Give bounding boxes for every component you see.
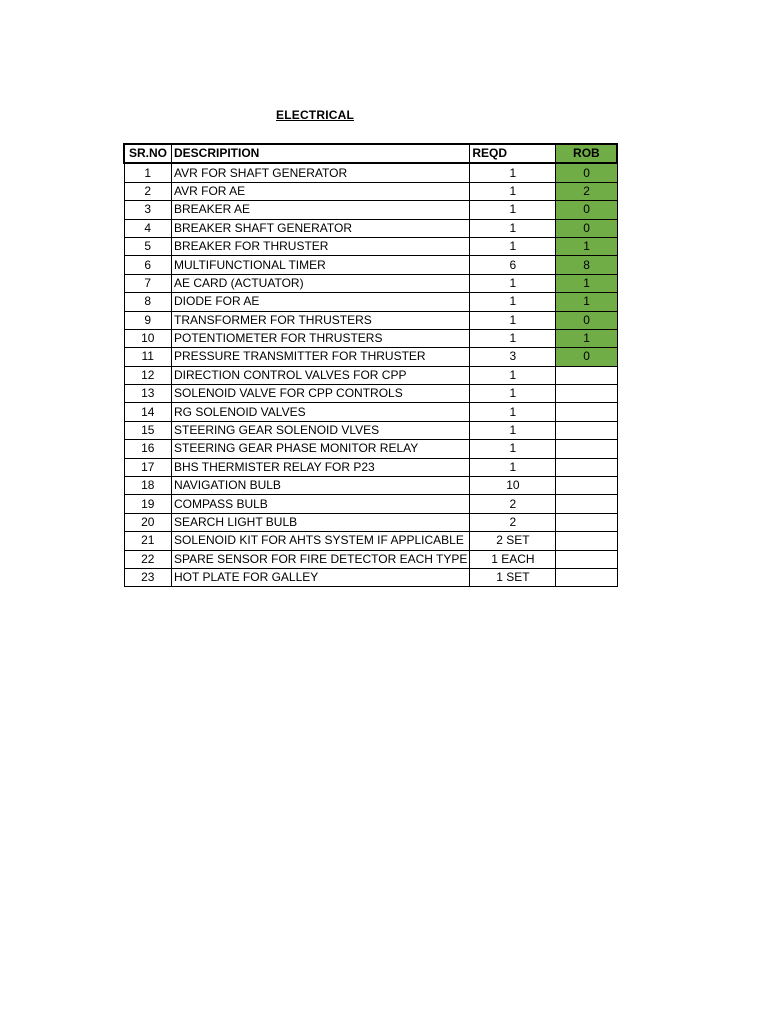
cell-reqd[interactable]: 2 (470, 495, 556, 513)
cell-sr-no[interactable]: 16 (124, 440, 172, 458)
cell-reqd[interactable]: 1 (470, 311, 556, 329)
cell-description[interactable]: AVR FOR AE (172, 182, 470, 200)
header-description[interactable]: DESCRIPITION (172, 144, 470, 163)
cell-rob[interactable] (556, 495, 618, 513)
header-reqd[interactable]: REQD (470, 144, 556, 163)
cell-description[interactable]: AE CARD (ACTUATOR) (172, 274, 470, 292)
cell-sr-no[interactable]: 19 (124, 495, 172, 513)
cell-sr-no[interactable]: 6 (124, 256, 172, 274)
cell-reqd[interactable]: 1 (470, 458, 556, 476)
cell-rob[interactable]: 1 (556, 293, 618, 311)
table-row (124, 293, 617, 311)
cell-description[interactable]: DIODE FOR AE (172, 293, 470, 311)
cell-reqd[interactable]: 1 (470, 440, 556, 458)
cell-reqd[interactable]: 2 (470, 513, 556, 531)
cell-reqd[interactable]: 1 (470, 403, 556, 421)
cell-rob[interactable] (556, 403, 618, 421)
table-row (124, 311, 617, 329)
cell-sr-no[interactable]: 7 (124, 274, 172, 292)
cell-description[interactable]: SEARCH LIGHT BULB (172, 513, 470, 531)
cell-sr-no[interactable]: 13 (124, 385, 172, 403)
cell-sr-no[interactable]: 8 (124, 293, 172, 311)
table-row (124, 201, 617, 219)
cell-sr-no[interactable]: 12 (124, 366, 172, 384)
cell-rob[interactable] (556, 366, 618, 384)
table-row (124, 513, 617, 531)
cell-reqd[interactable]: 1 (470, 293, 556, 311)
table-body (124, 163, 617, 586)
cell-reqd[interactable]: 1 (470, 366, 556, 384)
cell-rob[interactable] (556, 513, 618, 531)
cell-reqd[interactable]: 1 EACH (470, 550, 556, 568)
cell-rob[interactable]: 1 (556, 237, 618, 255)
cell-reqd[interactable]: 1 (470, 219, 556, 237)
table-header (124, 144, 617, 163)
cell-sr-no[interactable]: 18 (124, 477, 172, 495)
cell-rob[interactable]: 0 (556, 163, 618, 182)
cell-description[interactable]: STEERING GEAR SOLENOID VLVES (172, 421, 470, 439)
table-row (124, 532, 617, 550)
cell-rob[interactable] (556, 568, 618, 586)
cell-reqd[interactable]: 1 (470, 274, 556, 292)
cell-reqd[interactable]: 2 SET (470, 532, 556, 550)
cell-sr-no[interactable]: 23 (124, 568, 172, 586)
cell-description[interactable]: POTENTIOMETER FOR THRUSTERS (172, 329, 470, 347)
cell-reqd[interactable]: 1 (470, 163, 556, 182)
table-row (124, 256, 617, 274)
cell-rob[interactable] (556, 458, 618, 476)
cell-description[interactable]: TRANSFORMER FOR THRUSTERS (172, 311, 470, 329)
cell-reqd[interactable]: 1 (470, 201, 556, 219)
cell-sr-no[interactable]: 20 (124, 513, 172, 531)
table-row (124, 219, 617, 237)
table-row (124, 366, 617, 384)
cell-reqd[interactable]: 1 (470, 421, 556, 439)
cell-sr-no[interactable]: 14 (124, 403, 172, 421)
cell-reqd[interactable]: 6 (470, 256, 556, 274)
cell-sr-no[interactable]: 15 (124, 421, 172, 439)
table-row (124, 568, 617, 586)
cell-reqd[interactable]: 3 (470, 348, 556, 366)
table-row (124, 550, 617, 568)
cell-description[interactable]: RG SOLENOID VALVES (172, 403, 470, 421)
cell-description[interactable]: NAVIGATION BULB (172, 477, 470, 495)
cell-sr-no[interactable]: 10 (124, 329, 172, 347)
table-row (124, 237, 617, 255)
cell-rob[interactable]: 0 (556, 201, 618, 219)
cell-description[interactable]: BREAKER AE (172, 201, 470, 219)
cell-description[interactable]: SOLENOID KIT FOR AHTS SYSTEM IF APPLICABLE (172, 532, 470, 550)
cell-rob[interactable] (556, 385, 618, 403)
cell-rob[interactable]: 0 (556, 311, 618, 329)
cell-description[interactable]: COMPASS BULB (172, 495, 470, 513)
cell-rob[interactable] (556, 550, 618, 568)
table-row (124, 163, 617, 182)
cell-rob[interactable]: 0 (556, 348, 618, 366)
cell-sr-no[interactable]: 3 (124, 201, 172, 219)
cell-rob[interactable]: 2 (556, 182, 618, 200)
cell-sr-no[interactable]: 22 (124, 550, 172, 568)
cell-rob[interactable]: 0 (556, 219, 618, 237)
cell-sr-no[interactable]: 17 (124, 458, 172, 476)
cell-description[interactable]: SOLENOID VALVE FOR CPP CONTROLS (172, 385, 470, 403)
cell-reqd[interactable]: 1 (470, 237, 556, 255)
table-row (124, 458, 617, 476)
cell-reqd[interactable]: 1 SET (470, 568, 556, 586)
cell-rob[interactable]: 1 (556, 329, 618, 347)
table-row (124, 477, 617, 495)
cell-reqd[interactable]: 1 (470, 182, 556, 200)
cell-rob[interactable] (556, 421, 618, 439)
cell-description[interactable]: AVR FOR SHAFT GENERATOR (172, 163, 470, 182)
table-row (124, 495, 617, 513)
cell-sr-no[interactable]: 1 (124, 163, 172, 182)
cell-reqd[interactable]: 1 (470, 329, 556, 347)
table-row (124, 421, 617, 439)
cell-sr-no[interactable]: 21 (124, 532, 172, 550)
cell-reqd[interactable]: 10 (470, 477, 556, 495)
cell-rob[interactable]: 8 (556, 256, 618, 274)
cell-rob[interactable] (556, 440, 618, 458)
cell-sr-no[interactable]: 9 (124, 311, 172, 329)
header-row (124, 144, 617, 163)
table-row (124, 403, 617, 421)
electrical-table (123, 143, 618, 587)
cell-description[interactable]: DIRECTION CONTROL VALVES FOR CPP (172, 366, 470, 384)
cell-description[interactable]: BHS THERMISTER RELAY FOR P23 (172, 458, 470, 476)
cell-sr-no[interactable]: 5 (124, 237, 172, 255)
cell-sr-no[interactable]: 11 (124, 348, 172, 366)
header-rob[interactable]: ROB (556, 144, 618, 163)
table-row (124, 274, 617, 292)
cell-description[interactable]: PRESSURE TRANSMITTER FOR THRUSTER (172, 348, 470, 366)
cell-description[interactable]: BREAKER SHAFT GENERATOR (172, 219, 470, 237)
cell-reqd[interactable]: 1 (470, 385, 556, 403)
table-row (124, 348, 617, 366)
table-row (124, 182, 617, 200)
table-row (124, 385, 617, 403)
cell-rob[interactable]: 1 (556, 274, 618, 292)
table-row (124, 329, 617, 347)
cell-sr-no[interactable]: 4 (124, 219, 172, 237)
cell-description[interactable]: HOT PLATE FOR GALLEY (172, 568, 470, 586)
sheet-title: ELECTRICAL (276, 108, 354, 122)
cell-description[interactable]: SPARE SENSOR FOR FIRE DETECTOR EACH TYPE (172, 550, 470, 568)
cell-description[interactable]: MULTIFUNCTIONAL TIMER (172, 256, 470, 274)
cell-description[interactable]: STEERING GEAR PHASE MONITOR RELAY (172, 440, 470, 458)
table-row (124, 440, 617, 458)
header-sr-no[interactable]: SR.NO (124, 144, 172, 163)
cell-description[interactable]: BREAKER FOR THRUSTER (172, 237, 470, 255)
cell-rob[interactable] (556, 477, 618, 495)
cell-rob[interactable] (556, 532, 618, 550)
cell-sr-no[interactable]: 2 (124, 182, 172, 200)
